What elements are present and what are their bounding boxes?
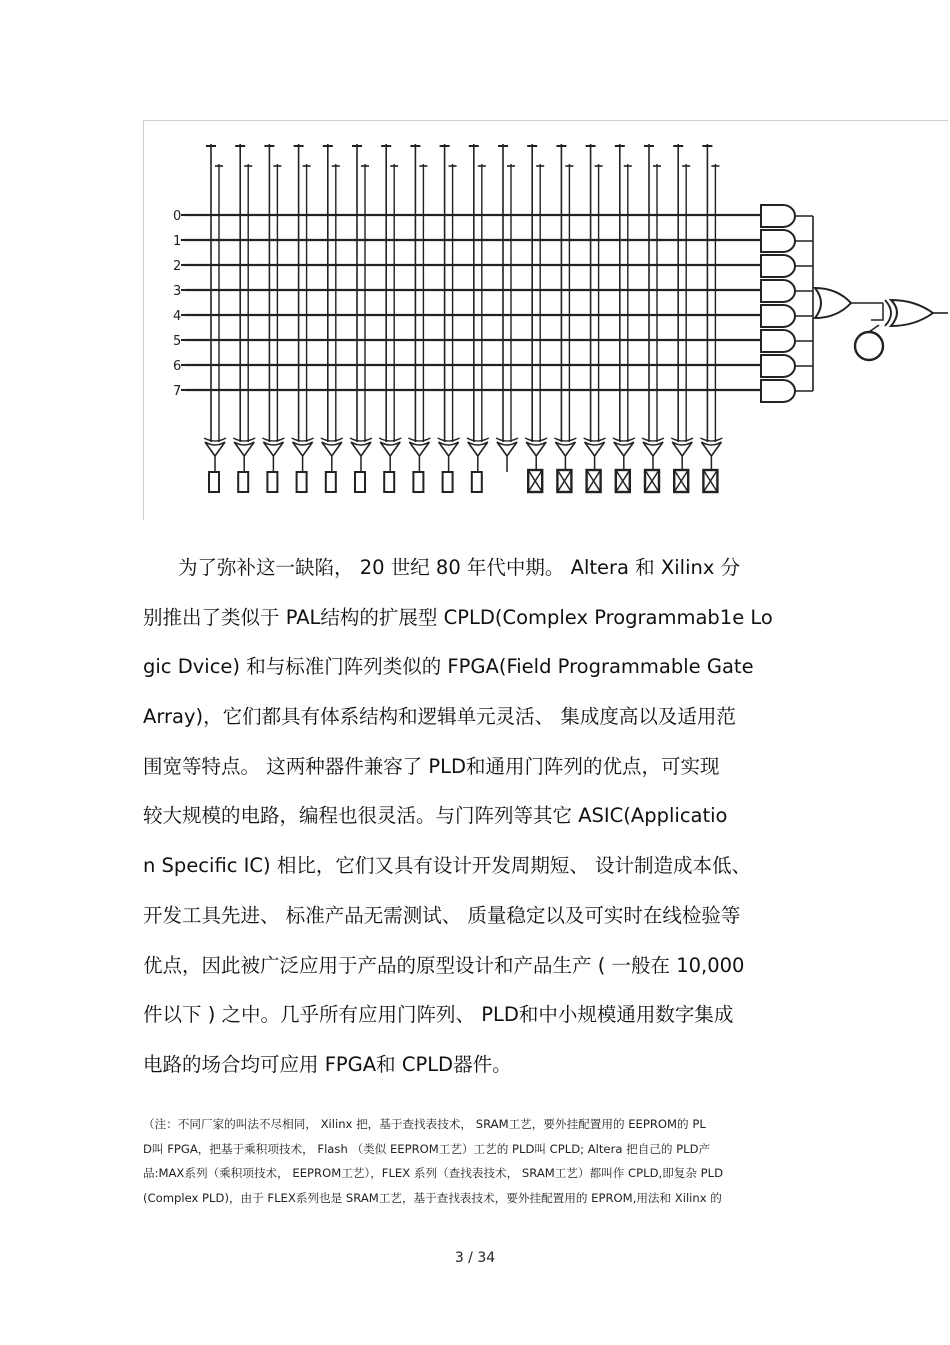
input-buffer-arc [554, 438, 576, 441]
input-buffer-arc [262, 438, 284, 441]
page-number: 3 / 34 [454, 1250, 496, 1266]
input-buffer [380, 442, 400, 456]
and-gate [761, 205, 795, 227]
input-buffer-arc [292, 438, 314, 441]
body-line: 电路的场合均可应用 FPGA和 CPLD器件。 [143, 1052, 512, 1076]
logic-gates [761, 205, 948, 402]
io-cell [326, 472, 336, 492]
input-buffer [672, 442, 692, 456]
body-text [143, 543, 815, 1090]
io-cell [384, 472, 394, 492]
row-label: 3 [173, 284, 182, 299]
note-line: D叫 FPGA，把基于乘积项技术， Flash （类似 EEPROM工艺）工艺的 PLD叫 CPLD; Altera 把自己的 PLD产 [143, 1141, 711, 1156]
note-line: (Complex PLD)，由于 FLEX系列也是 SRAM工艺，基于查找表技术，要外挂配置用的 EPROM,用法和 Xilinx 的 [143, 1190, 722, 1205]
or-gate [815, 288, 851, 318]
input-buffer [322, 442, 342, 456]
note-line: 品:MAX系列（乘积项技术， EEPROM工艺），FLEX 系列（查找表技术， SRAM工艺）都叫作 CPLD,即复杂 PLD [143, 1166, 724, 1180]
row-label: 5 [173, 334, 182, 349]
input-buffer-arc [496, 438, 518, 441]
row-label: 4 [173, 309, 182, 324]
input-buffer [526, 442, 546, 456]
io-cell [238, 472, 248, 492]
input-buffer-arc [204, 438, 226, 441]
input-buffer-arc [642, 438, 664, 441]
input-buffer [614, 442, 634, 456]
input-buffer [409, 442, 429, 456]
input-buffer [293, 442, 313, 456]
body-line: Array)，它们都具有体系结构和逻辑单元灵活、 集成度高以及适用范 [143, 705, 736, 729]
io-cell [413, 472, 423, 492]
body-line: n Specific IC) 相比，它们又具有设计开发周期短、 设计制造成本低、 [143, 854, 752, 878]
body-line: 优点，因此被广泛应用于产品的原型设计和产品生产 ( 一般在 10,000 [143, 953, 745, 977]
input-buffer-arc [321, 438, 343, 441]
xor-arc [885, 300, 891, 326]
input-cells [204, 438, 722, 492]
footnote [143, 1112, 815, 1210]
input-buffer-arc [584, 438, 606, 441]
row-label: 0 [173, 209, 182, 224]
input-buffer-arc [438, 438, 460, 441]
input-buffer [701, 442, 721, 456]
row-label: 7 [173, 384, 182, 399]
and-gate [761, 330, 795, 352]
io-cell [267, 472, 277, 492]
feedback-wire [869, 325, 879, 332]
input-buffer-arc [408, 438, 430, 441]
body-line: 开发工具先进、 标准产品无需测试、 质量稳定以及可实时在线检验等 [143, 903, 741, 927]
input-buffer [234, 442, 254, 456]
input-buffer-arc [613, 438, 635, 441]
and-gate [761, 380, 795, 402]
and-gate [761, 355, 795, 377]
input-buffer [263, 442, 283, 456]
input-buffer [497, 442, 517, 456]
pld-array-diagram [143, 120, 948, 520]
io-cell [443, 472, 453, 492]
input-buffer [643, 442, 663, 456]
feedback-wire [871, 303, 883, 320]
input-buffer-arc [525, 438, 547, 441]
row-label: 2 [173, 259, 182, 274]
input-buffer-arc [350, 438, 372, 441]
input-buffer-arc [233, 438, 255, 441]
row-label: 6 [173, 359, 182, 374]
input-buffer-arc [467, 438, 489, 441]
note-line: （注：不同厂家的叫法不尽相同， Xilinx 把，基于查找表技术， SRAM工艺，要外挂配置用的 EEPROM的 PL [143, 1117, 706, 1131]
input-buffer-arc [379, 438, 401, 441]
input-buffer [205, 442, 225, 456]
and-gate [761, 230, 795, 252]
body-line: 别推出了类似于 PAL结构的扩展型 CPLD(Complex Programmab1e Lo [143, 605, 773, 629]
row-label: 1 [173, 234, 182, 249]
input-buffer [468, 442, 488, 456]
io-cell [355, 472, 365, 492]
io-cell [472, 472, 482, 492]
input-buffer [555, 442, 575, 456]
io-cell [297, 472, 307, 492]
body-line: 为了弥补这一缺陷， 20 世纪 80 年代中期。 Altera 和 Xilinx 分 [178, 556, 741, 579]
input-buffer-arc [671, 438, 693, 441]
input-buffer-arc [700, 438, 722, 441]
xor-gate [891, 300, 933, 326]
and-gate [761, 280, 795, 302]
body-line: 较大规模的电路，编程也很灵活。与门阵列等其它 ASIC(Applicatio [143, 804, 728, 828]
input-buffer [351, 442, 371, 456]
input-buffer [585, 442, 605, 456]
connection-grid [181, 144, 783, 442]
row-labels [173, 209, 181, 399]
and-gate [761, 255, 795, 277]
feedback-node [855, 332, 883, 360]
body-line: gic Dvice) 和与标准门阵列类似的 FPGA(Field Programmable Gate [143, 655, 754, 679]
body-line: 围宽等特点。 这两种器件兼容了 PLD和通用门阵列的优点，可实现 [143, 754, 720, 778]
body-line: 件以下 ) 之中。几乎所有应用门阵列、 PLD和中小规模通用数字集成 [143, 1003, 734, 1027]
and-gate [761, 305, 795, 327]
input-buffer [439, 442, 459, 456]
io-cell [209, 472, 219, 492]
